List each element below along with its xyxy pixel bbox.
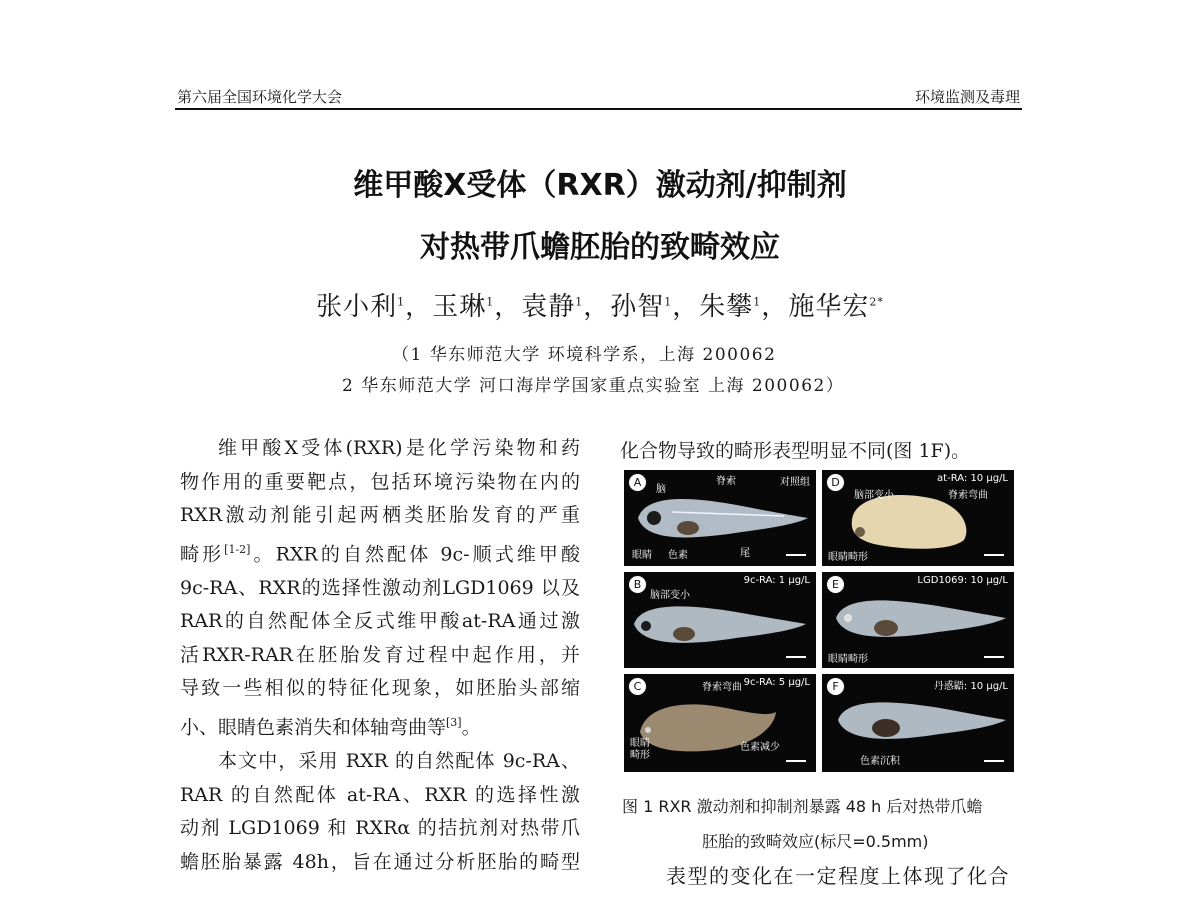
author: 孙智$^1$ [610, 292, 673, 322]
right-column-top-line: 化合物导致的畸形表型明显不同(图 1F)。 [620, 440, 971, 462]
figure-1 [624, 470, 1014, 772]
body-line: 动剂 LGD1069 和 RXRα 的拮抗剂对热带爪 [180, 817, 580, 840]
paper-title-line1: 维甲酸X受体（RXR）激动剂/抑制剂 [353, 168, 847, 203]
annotation: 眼睛 [632, 550, 652, 561]
annotation: 脊索弯曲 [948, 490, 988, 501]
panel-treatment: at-RA: 10 μg/L [937, 473, 1008, 484]
body-line: RAR的自然配体全反式维甲酸at-RA通过激 [180, 610, 580, 633]
body-line: RAR 的自然配体 at-RA、RXR 的选择性激 [180, 783, 580, 806]
annotation: 尾 [740, 548, 750, 559]
panel-c [624, 674, 816, 772]
conference-name: 第六届全国环境化学大会 [177, 88, 343, 106]
annotation: 脑部变小 [650, 590, 690, 601]
author: 朱攀$^1$ [699, 292, 762, 322]
annotation: 色素沉积 [860, 756, 900, 767]
panel-b [624, 572, 816, 668]
panel-treatment: 9c-RA: 5 μg/L [743, 677, 810, 688]
scale-bar [984, 554, 1004, 556]
body-line: RXR激动剂能引起两栖类胚胎发育的严重 [180, 504, 580, 527]
body-line: 导致一些相似的特征化现象，如胚胎头部缩 [180, 677, 580, 700]
body-line: 蟾胚胎暴露 48h，旨在通过分析胚胎的畸型 [180, 850, 580, 873]
panel-label: A [628, 473, 647, 492]
figure-caption-line1: 图 1 RXR 激动剂和抑制剂暴露 48 h 后对热带爪蟾 [622, 797, 983, 816]
annotation: 脑部变小 [854, 490, 894, 501]
citation: [1-2] [224, 542, 251, 556]
scale-bar [984, 656, 1004, 658]
figure-caption-line2: 胚胎的致畸效应(标尺=0.5mm) [702, 832, 929, 851]
scale-bar [786, 656, 806, 658]
body-line: 维甲酸X受体(RXR)是化学污染物和药 [218, 437, 580, 459]
annotation: 眼睛 [630, 738, 650, 749]
author: 张小利$^1$ [316, 292, 406, 322]
annotation: 色素 [668, 550, 688, 561]
panel-label: D [826, 473, 845, 492]
panel-treatment: LGD1069: 10 μg/L [917, 575, 1008, 586]
running-header [175, 86, 1022, 110]
body-line: 活RXR-RAR在胚胎发育过程中起作用，并 [180, 643, 580, 666]
right-column-bottom-line: 表型的变化在一定程度上体现了化合 [666, 864, 1010, 888]
embryo-image [624, 572, 816, 668]
body-line: 本文中，采用 RXR 的自然配体 9c-RA、 [218, 750, 580, 772]
panel-treatment: 对照组 [780, 477, 810, 488]
panel-a [624, 470, 816, 566]
annotation: 畸形 [630, 750, 650, 761]
author: 施华宏$^{2*}$ [788, 292, 884, 322]
annotation: 脊索弯曲 [702, 682, 742, 693]
paper-title-line2: 对热带爪蟾胚胎的致畸效应 [420, 230, 780, 265]
panel-label: B [628, 575, 647, 594]
panel-e [822, 572, 1014, 668]
scale-bar [786, 554, 806, 556]
panel-label: F [826, 677, 845, 696]
annotation: 脑 [656, 484, 666, 495]
section-name: 环境监测及毒理 [914, 88, 1020, 106]
author: 玉琳$^1$ [432, 292, 495, 322]
panel-treatment: 丹惑鼯: 10 μg/L [933, 681, 1008, 692]
body-line: 小、眼睛色素消失和体轴弯曲等[3]。 [180, 716, 481, 739]
affiliation-2: 2 华东师范大学 河口海岸学国家重点实验室 上海 200062） [342, 376, 845, 396]
affiliation-1: （1 华东师范大学 环境科学系，上海 200062 [392, 345, 777, 365]
author-list: 张小利$^1$，玉琳$^1$，袁静$^1$，孙智$^1$，朱攀$^1$，施华宏$^{2*}$ [316, 292, 884, 322]
left-column-body [180, 432, 580, 879]
annotation: 眼睛畸形 [828, 552, 868, 563]
body-line: 物作用的重要靶点，包括环境污染物在内的 [180, 470, 580, 493]
annotation: 眼睛畸形 [828, 654, 868, 665]
body-line: 畸形[1-2]。RXR的自然配体 9c-顺式维甲酸 [180, 542, 580, 566]
panel-label: E [826, 575, 845, 594]
panel-f [822, 674, 1014, 772]
citation: [3] [446, 716, 462, 730]
annotation: 脊索 [716, 476, 736, 487]
scale-bar [984, 760, 1004, 762]
panel-d [822, 470, 1014, 566]
panel-treatment: 9c-RA: 1 μg/L [743, 575, 810, 586]
annotation: 色素减少 [740, 742, 780, 753]
body-line: 9c-RA、RXR的选择性激动剂LGD1069 以及 [180, 576, 580, 599]
panel-label: C [628, 677, 647, 696]
scale-bar [786, 760, 806, 762]
author: 袁静$^1$ [521, 292, 584, 322]
